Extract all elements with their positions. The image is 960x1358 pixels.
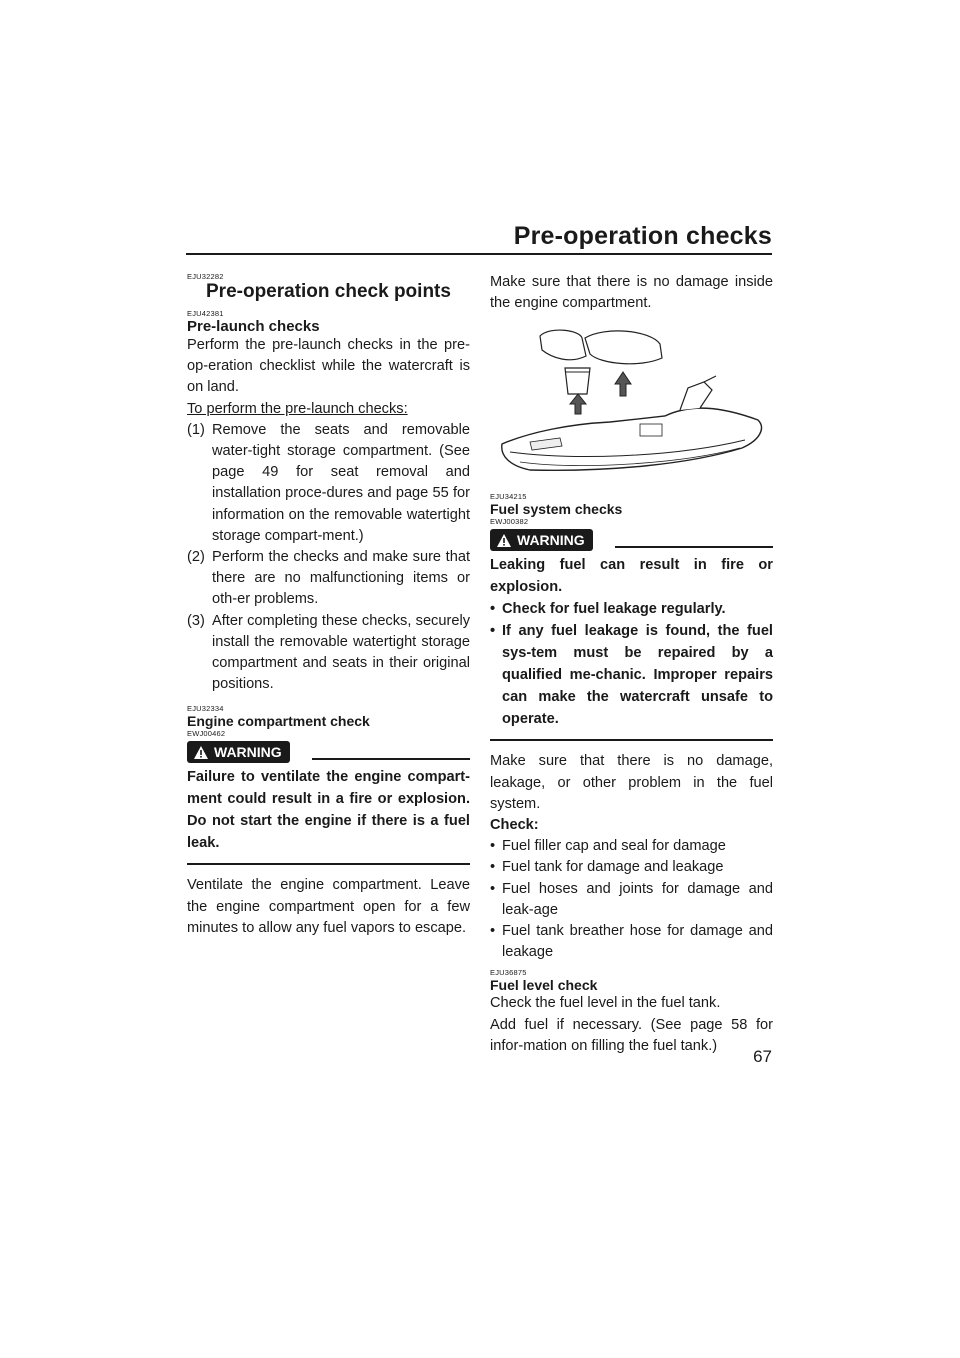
step-item <box>187 547 470 611</box>
page-header-title: Pre-operation checks <box>513 222 772 250</box>
check-item-text: Fuel hoses and joints for damage and leak-age <box>502 880 773 918</box>
engine-compartment-intro: Make sure that there is no damage inside the engine compartment. <box>490 274 773 312</box>
step-number: (1) <box>187 421 205 438</box>
bullet-dot-icon: • <box>490 838 496 855</box>
prelaunch-code: EJU42381 <box>187 309 224 318</box>
fuel-system-heading: Fuel system checks <box>490 501 623 518</box>
check-item <box>490 836 773 857</box>
warning-label: WARNING <box>214 744 282 761</box>
step-text: Remove the seats and removable water-tight storage compartment. (See page 49 for seat removal and installation proce-dures and page 55 for information on the removable watertight storage compart-ment.) <box>212 421 470 544</box>
fuel-warning-box <box>490 529 773 741</box>
fuel-level-heading: Fuel level check <box>490 977 598 994</box>
right-column <box>490 272 773 1057</box>
bullet-dot-icon: • <box>490 623 496 640</box>
warning-triangle-icon <box>496 533 512 548</box>
warning-bullet-text: Check for fuel leakage regularly. <box>502 601 726 618</box>
fuel-warning-text <box>490 554 773 741</box>
check-label: Check: <box>490 817 539 834</box>
watercraft-image <box>490 324 773 484</box>
warning-bullet <box>490 598 773 620</box>
header-rule <box>186 253 772 255</box>
engine-warning-box <box>187 741 470 865</box>
engine-code: EJU32334 <box>187 704 224 714</box>
left-column <box>187 272 470 939</box>
engine-text: Ventilate the engine compartment. Leave the engine compartment open for a few minutes to allow any fuel vapors to escape. <box>187 877 470 936</box>
warning-rule <box>312 758 470 760</box>
fuel-system-code: EJU34215 <box>490 492 527 502</box>
fuel-system-text: Make sure that there is no damage, leakage, or other problem in the fuel system. <box>490 753 773 812</box>
check-item <box>490 921 773 963</box>
check-item-text: Fuel tank breather hose for damage and leakage <box>502 923 773 961</box>
warning-badge <box>490 529 593 551</box>
bullet-dot-icon: • <box>490 923 496 940</box>
step-number: (2) <box>187 549 205 566</box>
fuel-level-code: EJU36875 <box>490 968 527 978</box>
warning-bullet-text: If any fuel leakage is found, the fuel sys-tem must be repaired by a qualified me-chanic. Improper repairs can make the watercraft unsafe to operate. <box>502 623 773 728</box>
step-item <box>187 420 470 547</box>
fuel-warning-code: EWJ00382 <box>490 517 529 527</box>
bullet-dot-icon: • <box>490 859 496 876</box>
warning-label: WARNING <box>517 532 585 549</box>
engine-warning-code: EWJ00462 <box>187 729 226 739</box>
check-item <box>490 879 773 921</box>
page-number: 67 <box>753 1047 772 1066</box>
bullet-dot-icon: • <box>490 601 496 618</box>
warning-bullet <box>490 620 773 730</box>
warning-triangle-icon <box>193 745 209 760</box>
bullet-dot-icon: • <box>490 880 496 897</box>
watercraft-illustration <box>490 324 773 484</box>
step-item <box>187 611 470 696</box>
section-code: EJU32282 <box>187 272 224 281</box>
prelaunch-subheading: To perform the pre-launch checks: <box>187 400 408 417</box>
check-item <box>490 857 773 878</box>
warning-rule <box>615 546 773 548</box>
fuel-level-text-1: Check the fuel level in the fuel tank. <box>490 995 721 1012</box>
engine-heading: Engine compartment check <box>187 713 370 730</box>
fuel-level-text-2: Add fuel if necessary. (See page 58 for infor-mation on filling the fuel tank.) <box>490 1016 773 1054</box>
step-number: (3) <box>187 612 205 629</box>
engine-warning-text: Failure to ventilate the engine compart-ment could result in a fire or explosion. Do not start the engine if there is a fuel leak. <box>187 766 470 865</box>
prelaunch-intro: Perform the pre-launch checks in the pre-op-eration checklist while the watercraft is on land. <box>187 337 470 396</box>
prelaunch-heading: Pre-launch checks <box>187 318 320 335</box>
fuel-warning-lead: Leaking fuel can result in fire or explosion. <box>490 557 773 596</box>
step-text: Perform the checks and make sure that there are no malfunctioning items or oth-er problems. <box>212 549 470 608</box>
check-item-text: Fuel tank for damage and leakage <box>502 859 724 876</box>
step-text: After completing these checks, securely install the removable watertight storage compartment and seats in their original positions. <box>212 612 470 693</box>
warning-badge <box>187 741 290 763</box>
section-title: Pre-operation check points <box>206 281 451 302</box>
check-item-text: Fuel filler cap and seal for damage <box>502 838 726 855</box>
